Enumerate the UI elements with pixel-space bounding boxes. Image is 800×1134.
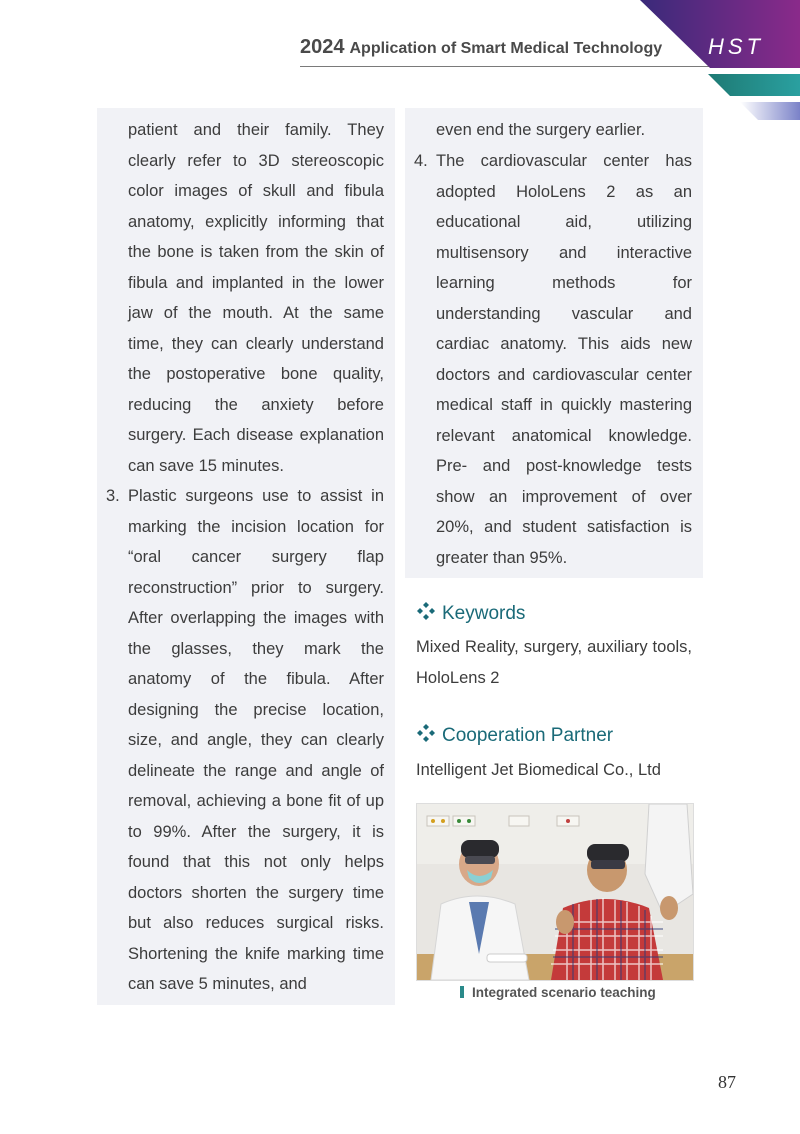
photo-mixed-reality-session <box>416 803 694 981</box>
photo-caption-text: Integrated scenario teaching <box>472 985 656 1000</box>
photo-illustration <box>417 804 693 980</box>
partner-heading <box>416 723 613 747</box>
partner-heading-label: Cooperation Partner <box>442 725 614 746</box>
keywords-text: Mixed Reality, surgery, auxiliary tools, HoloLens 2 <box>416 638 692 687</box>
header-title: Application of Smart Medical Technology <box>349 40 663 57</box>
diamond-cluster-icon <box>416 601 436 621</box>
hst-logo: HST <box>708 34 764 59</box>
caption-bar-icon <box>460 986 464 998</box>
keywords-heading <box>416 601 525 625</box>
diamond-cluster-icon <box>416 723 436 743</box>
corner-decoration <box>640 0 800 125</box>
right-continued-text: even end the surgery earlier. <box>436 121 646 139</box>
header-year: 2024 <box>300 36 345 58</box>
running-header <box>300 36 662 59</box>
page-number: 87 <box>718 1072 736 1092</box>
left-intro-paragraph: patient and their family. They clearly refer to 3D stereoscopic color images of skull and fibula anatomy, explicitly informing that the bone is taken from the skin of fibula and implanted in the lower jaw of the mouth. At the same time, they can clearly understand the postoperative bone quality, reducing the anxiety before surgery. Each disease explanation can save 15 minutes. <box>128 121 384 475</box>
list-number-4: 4. <box>414 152 428 170</box>
partner-text: Intelligent Jet Biomedical Co., Ltd <box>416 761 661 779</box>
list-item-4: The cardiovascular center has adopted HoloLens 2 as an educational aid, utilizing multisensory and interactive learning methods for understanding vascular and cardiac anatomy. This aids new doctors and cardiovascular center medical staff in quickly mastering relevant anatomical knowledge. Pre- and post-knowledge tests show an improvement of over 20%, and student satisfaction is greater than 95%. <box>436 152 692 567</box>
list-item-3: Plastic surgeons use to assist in marking the incision location for “oral cancer surgery flap reconstruction” prior to surgery. After overlapping the images with the glasses, they mark the anatomy of the fibula. After designing the precise location, size, and angle, they can clearly delineate the range and angle of removal, achieving a bone fit of up to 99%. After the surgery, it is found that this not only helps doctors shorten the surgery time but also reduces surgical risks. Shortening the knife marking time can save 5 minutes, and <box>128 487 384 993</box>
keywords-heading-label: Keywords <box>442 603 526 624</box>
photo-caption <box>460 985 656 1000</box>
list-number-3: 3. <box>106 487 120 505</box>
